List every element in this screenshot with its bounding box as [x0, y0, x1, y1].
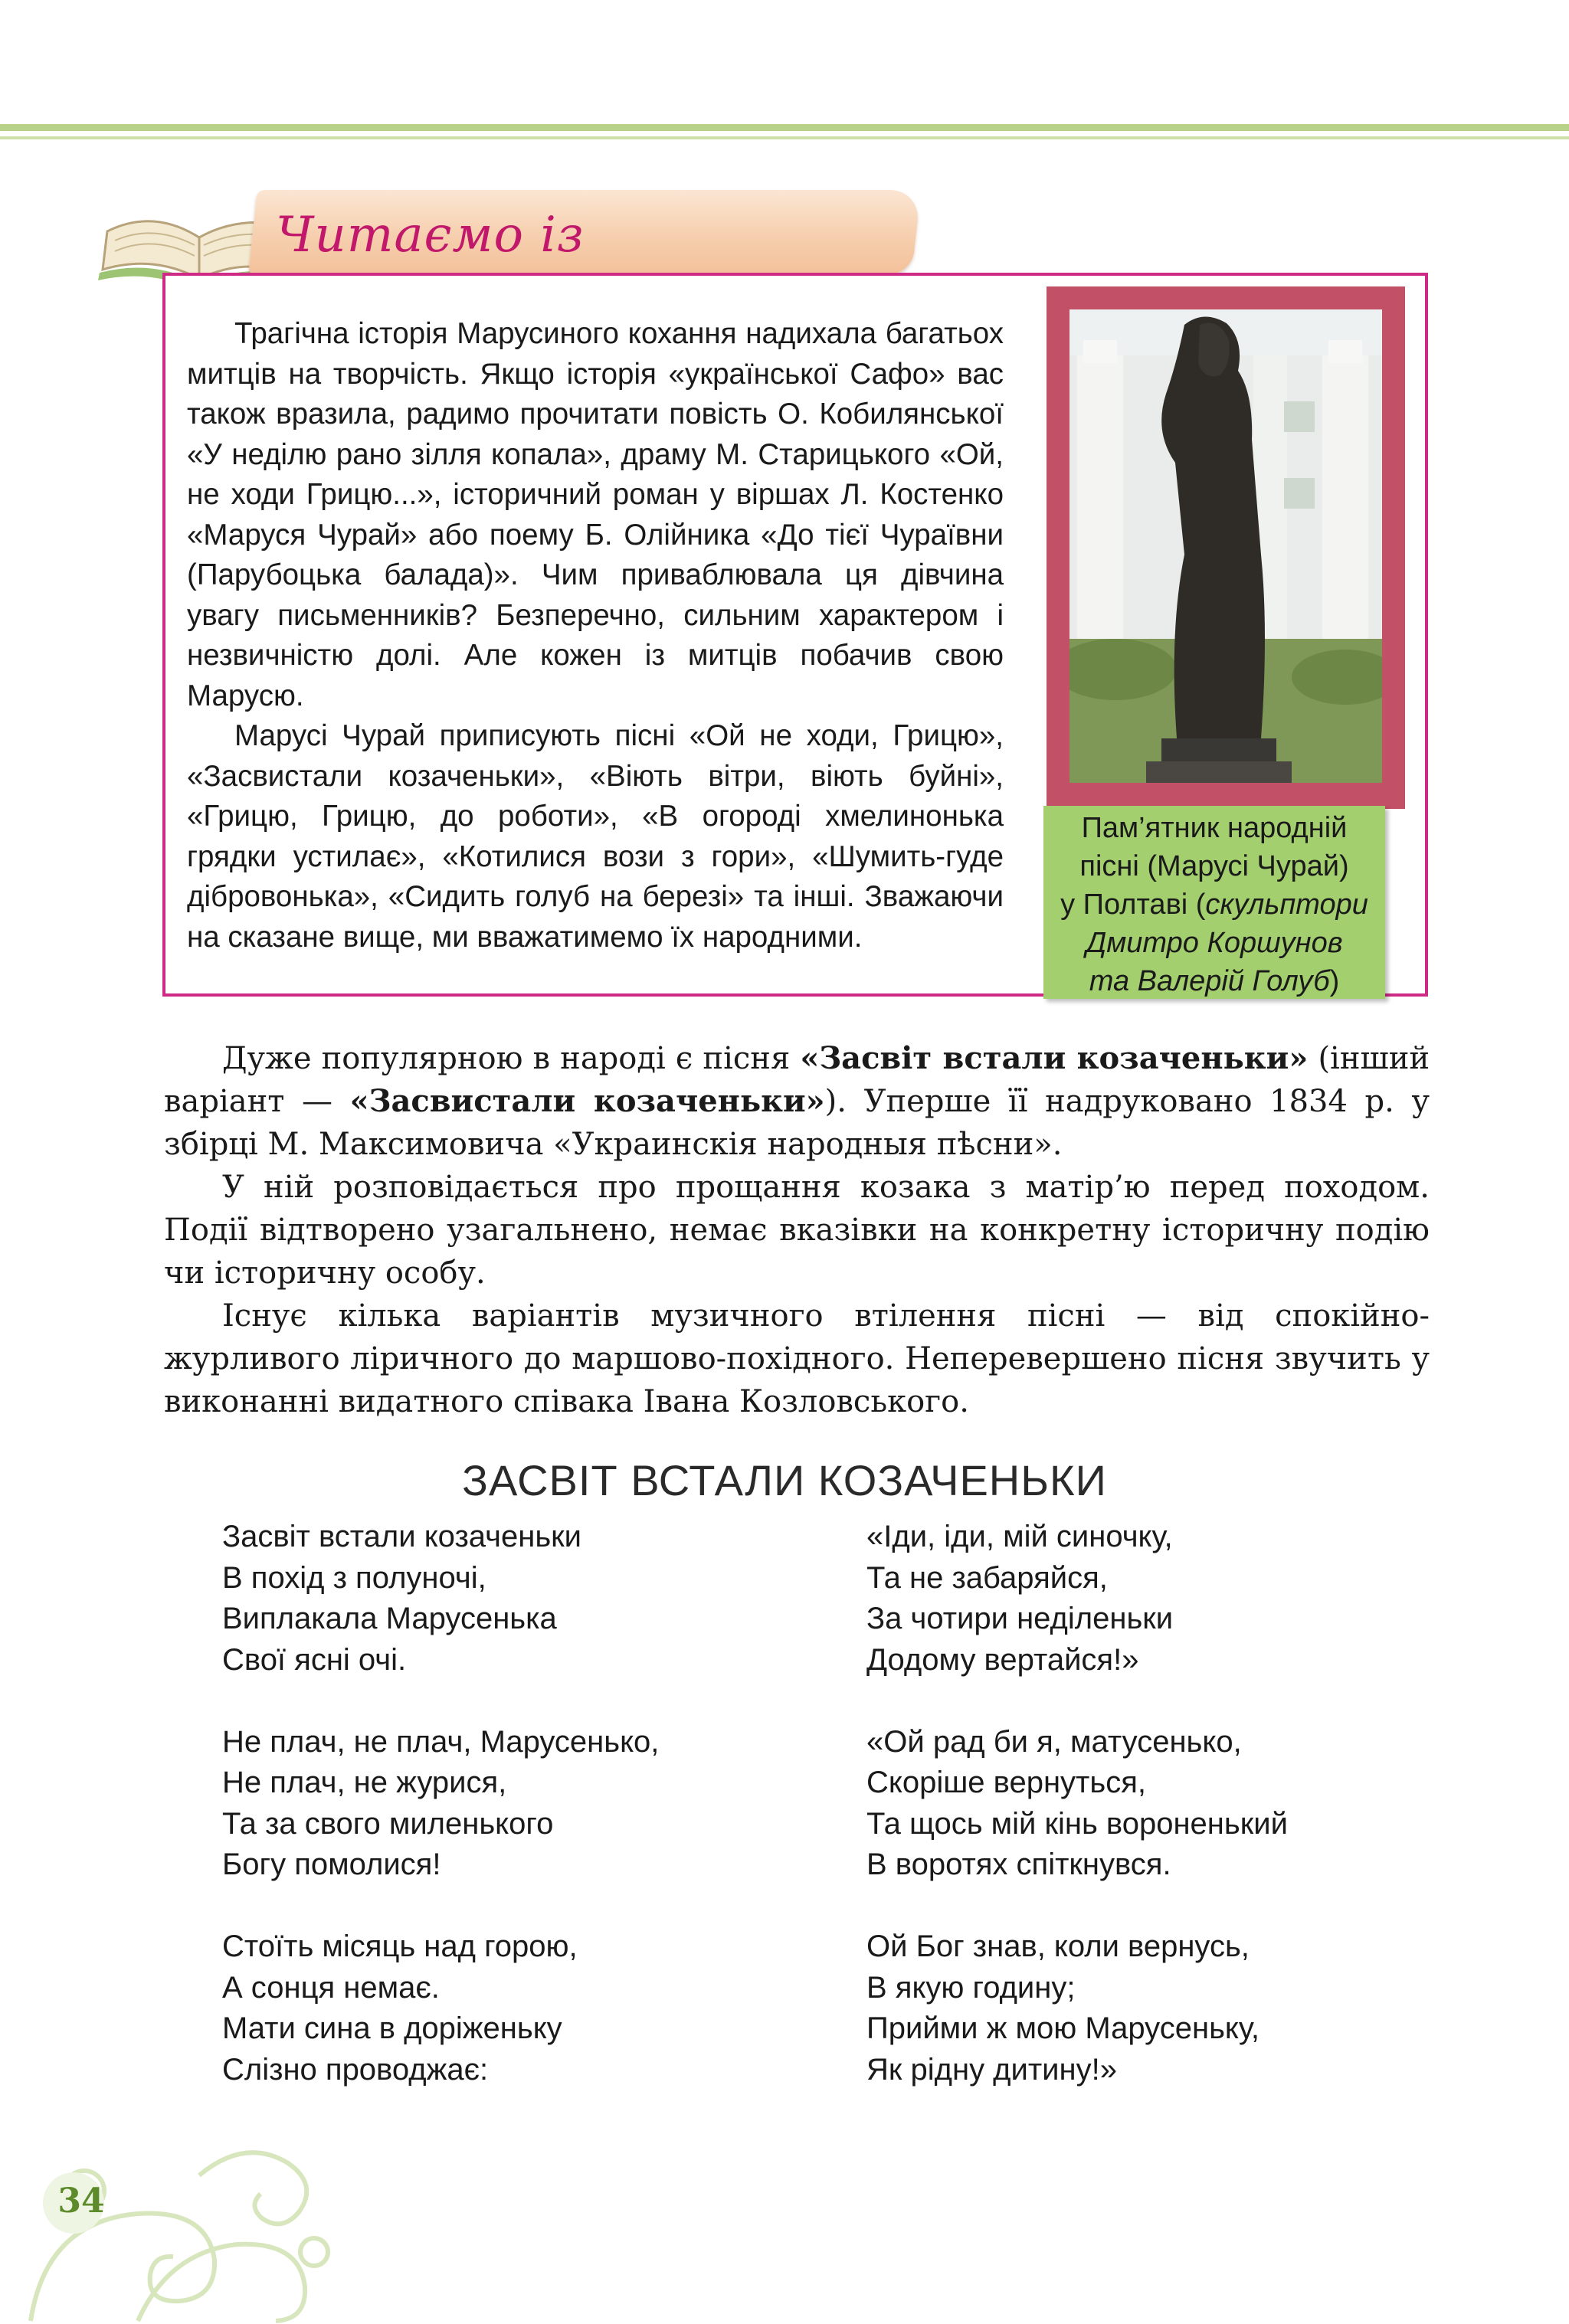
- decorative-swirl-icon: [15, 2129, 337, 2324]
- page-number: 34: [57, 2182, 105, 2221]
- poem-line: Стоїть місяць над горою,: [222, 1930, 578, 1963]
- poem-line: Як рідну дитину!»: [866, 2052, 1117, 2087]
- poem-line: Ой Бог знав, коли вернусь,: [866, 1930, 1250, 1963]
- section-title: Читаємо із: [276, 207, 585, 263]
- poem-stanza: [222, 1926, 659, 2090]
- poem-line: Додому вертайся!»: [866, 1642, 1139, 1677]
- photo-caption: [1043, 806, 1385, 999]
- poem-column-left: [222, 1517, 659, 2132]
- variant-title-bold: «Засвистали козаченьки»: [349, 1083, 825, 1119]
- poem-stanza: [866, 1517, 1288, 1681]
- poem-line: За чотири неділеньки: [866, 1602, 1174, 1635]
- poem-line: Засвіт встали козаченьки: [222, 1520, 582, 1553]
- poem-stanza: [222, 1722, 659, 1886]
- poem-line: Та не забаряйся,: [866, 1560, 1108, 1595]
- poem-line: Та за свого миленького: [222, 1806, 554, 1841]
- poem-line: Виплакала Марусенька: [222, 1602, 557, 1635]
- poem-line: «Ой рад би я, матусенько,: [866, 1724, 1242, 1759]
- poem-line: Богу помолися!: [222, 1848, 441, 1881]
- poem-line: В якую годину;: [866, 1970, 1076, 2005]
- poem-stanza: [866, 1926, 1288, 2090]
- poem-column-right: [866, 1517, 1288, 2132]
- top-rule: [0, 124, 1569, 131]
- main-text: [164, 1037, 1430, 1423]
- reading-paragraph-2: Марусі Чурай приписують пісні «Ой не ходи, Грицю», «Засвистали козаченьки», «Віють вітри, віють буйні», «Грицю, Грицю, до роботи», «В огороді хмелинонька грядки устилає», «Котилися вози з гори», «Шумить-гуде дібровонька», «Сидить голуб на березі» та інші. Зважаючи на сказане вище, ми вважатимемо їх народними.: [187, 719, 1004, 954]
- main-paragraph-3: Існує кілька варіантів музичного втілення пісні — від спокійно-журливого ліричного до маршово-похідного. Неперевершено пісня звучить у виконанні видатного співака Івана Козловського.: [164, 1298, 1430, 1419]
- caption-line-2: пісні (Марусі Чурай): [1079, 850, 1349, 882]
- poem-line: Прийми ж мою Марусеньку,: [866, 2011, 1259, 2045]
- top-rule-thin: [0, 136, 1569, 139]
- caption-line-4: Дмитро Коршунов: [1086, 927, 1343, 959]
- caption-line-5-end: ): [1329, 965, 1340, 997]
- song-title-bold: «Засвіт встали козаченьки»: [800, 1040, 1309, 1076]
- poem-line: Мати сина в доріженьку: [222, 2011, 562, 2045]
- poem-line: Скоріше вернуться,: [866, 1766, 1146, 1799]
- poem-line: В воротях спіткнувся.: [866, 1848, 1171, 1881]
- p1-c: (інший варіант —: [164, 1041, 1430, 1119]
- caption-line-1: Пам’ятник народній: [1081, 812, 1348, 844]
- poem-line: Свої ясні очі.: [222, 1642, 407, 1677]
- main-paragraph-1: [164, 1037, 1430, 1166]
- poem-line: Не плач, не плач, Марусенько,: [222, 1724, 660, 1759]
- caption-line-3-plain: у Полтаві (: [1060, 889, 1206, 921]
- poem-line: Не плач, не журися,: [222, 1766, 507, 1799]
- poem-line: «Іди, іди, мій синочку,: [866, 1520, 1173, 1553]
- poem-stanza: [866, 1722, 1288, 1886]
- monument-illustration: [1069, 309, 1382, 783]
- caption-line-3-italic: скульптори: [1205, 889, 1368, 921]
- poem-line: В похід з полуночі,: [222, 1560, 486, 1595]
- caption-line-5-italic: та Валерій Голуб: [1089, 965, 1330, 997]
- caption-line-3: [1043, 885, 1385, 924]
- caption-line-5: [1043, 962, 1385, 1000]
- poem-title: ЗАСВІТ ВСТАЛИ КОЗАЧЕНЬКИ: [462, 1456, 1107, 1504]
- poem-line: Слізно проводжає:: [222, 2052, 489, 2087]
- reading-paragraph-1: Трагічна історія Марусиного кохання надихала багатьох митців на творчість. Якщо історія «української Сафо» вас також вразила, радимо прочитати повість О. Кобилянської «У неділю рано зілля копала», драму М. Старицького «Ой, не ходи Грицю...», історичний роман у віршах Л. Костенко «Маруся Чурай» або поему Б. Олійника «До тієї Чураївни (Парубоцька балада)». Чим приваблювала ця дівчина увагу письменників? Безперечно, сильним характером і незвичністю долі. Але кожен із митців побачив свою Марусю.: [187, 317, 1004, 712]
- reading-box-text: [187, 314, 1004, 957]
- poem-line: А сонця немає.: [222, 1970, 440, 2005]
- poem-line: Та щось мій кінь вороненький: [866, 1806, 1288, 1841]
- poem-stanza: [222, 1517, 659, 1681]
- monument-photo: [1069, 309, 1382, 783]
- main-paragraph-2: У ній розповідається про прощання козака з матір’ю перед походом. Події відтворено узагальнено, немає вказівки на конкретну історичну подію чи історичну особу.: [164, 1170, 1430, 1291]
- p1-a: Дуже популярною в народі є пісня: [222, 1041, 801, 1076]
- p1-e: ). Уперше її надруковано 1834 р. у збірці М. Максимовича «Украинскія народныя пѣсни».: [164, 1084, 1430, 1162]
